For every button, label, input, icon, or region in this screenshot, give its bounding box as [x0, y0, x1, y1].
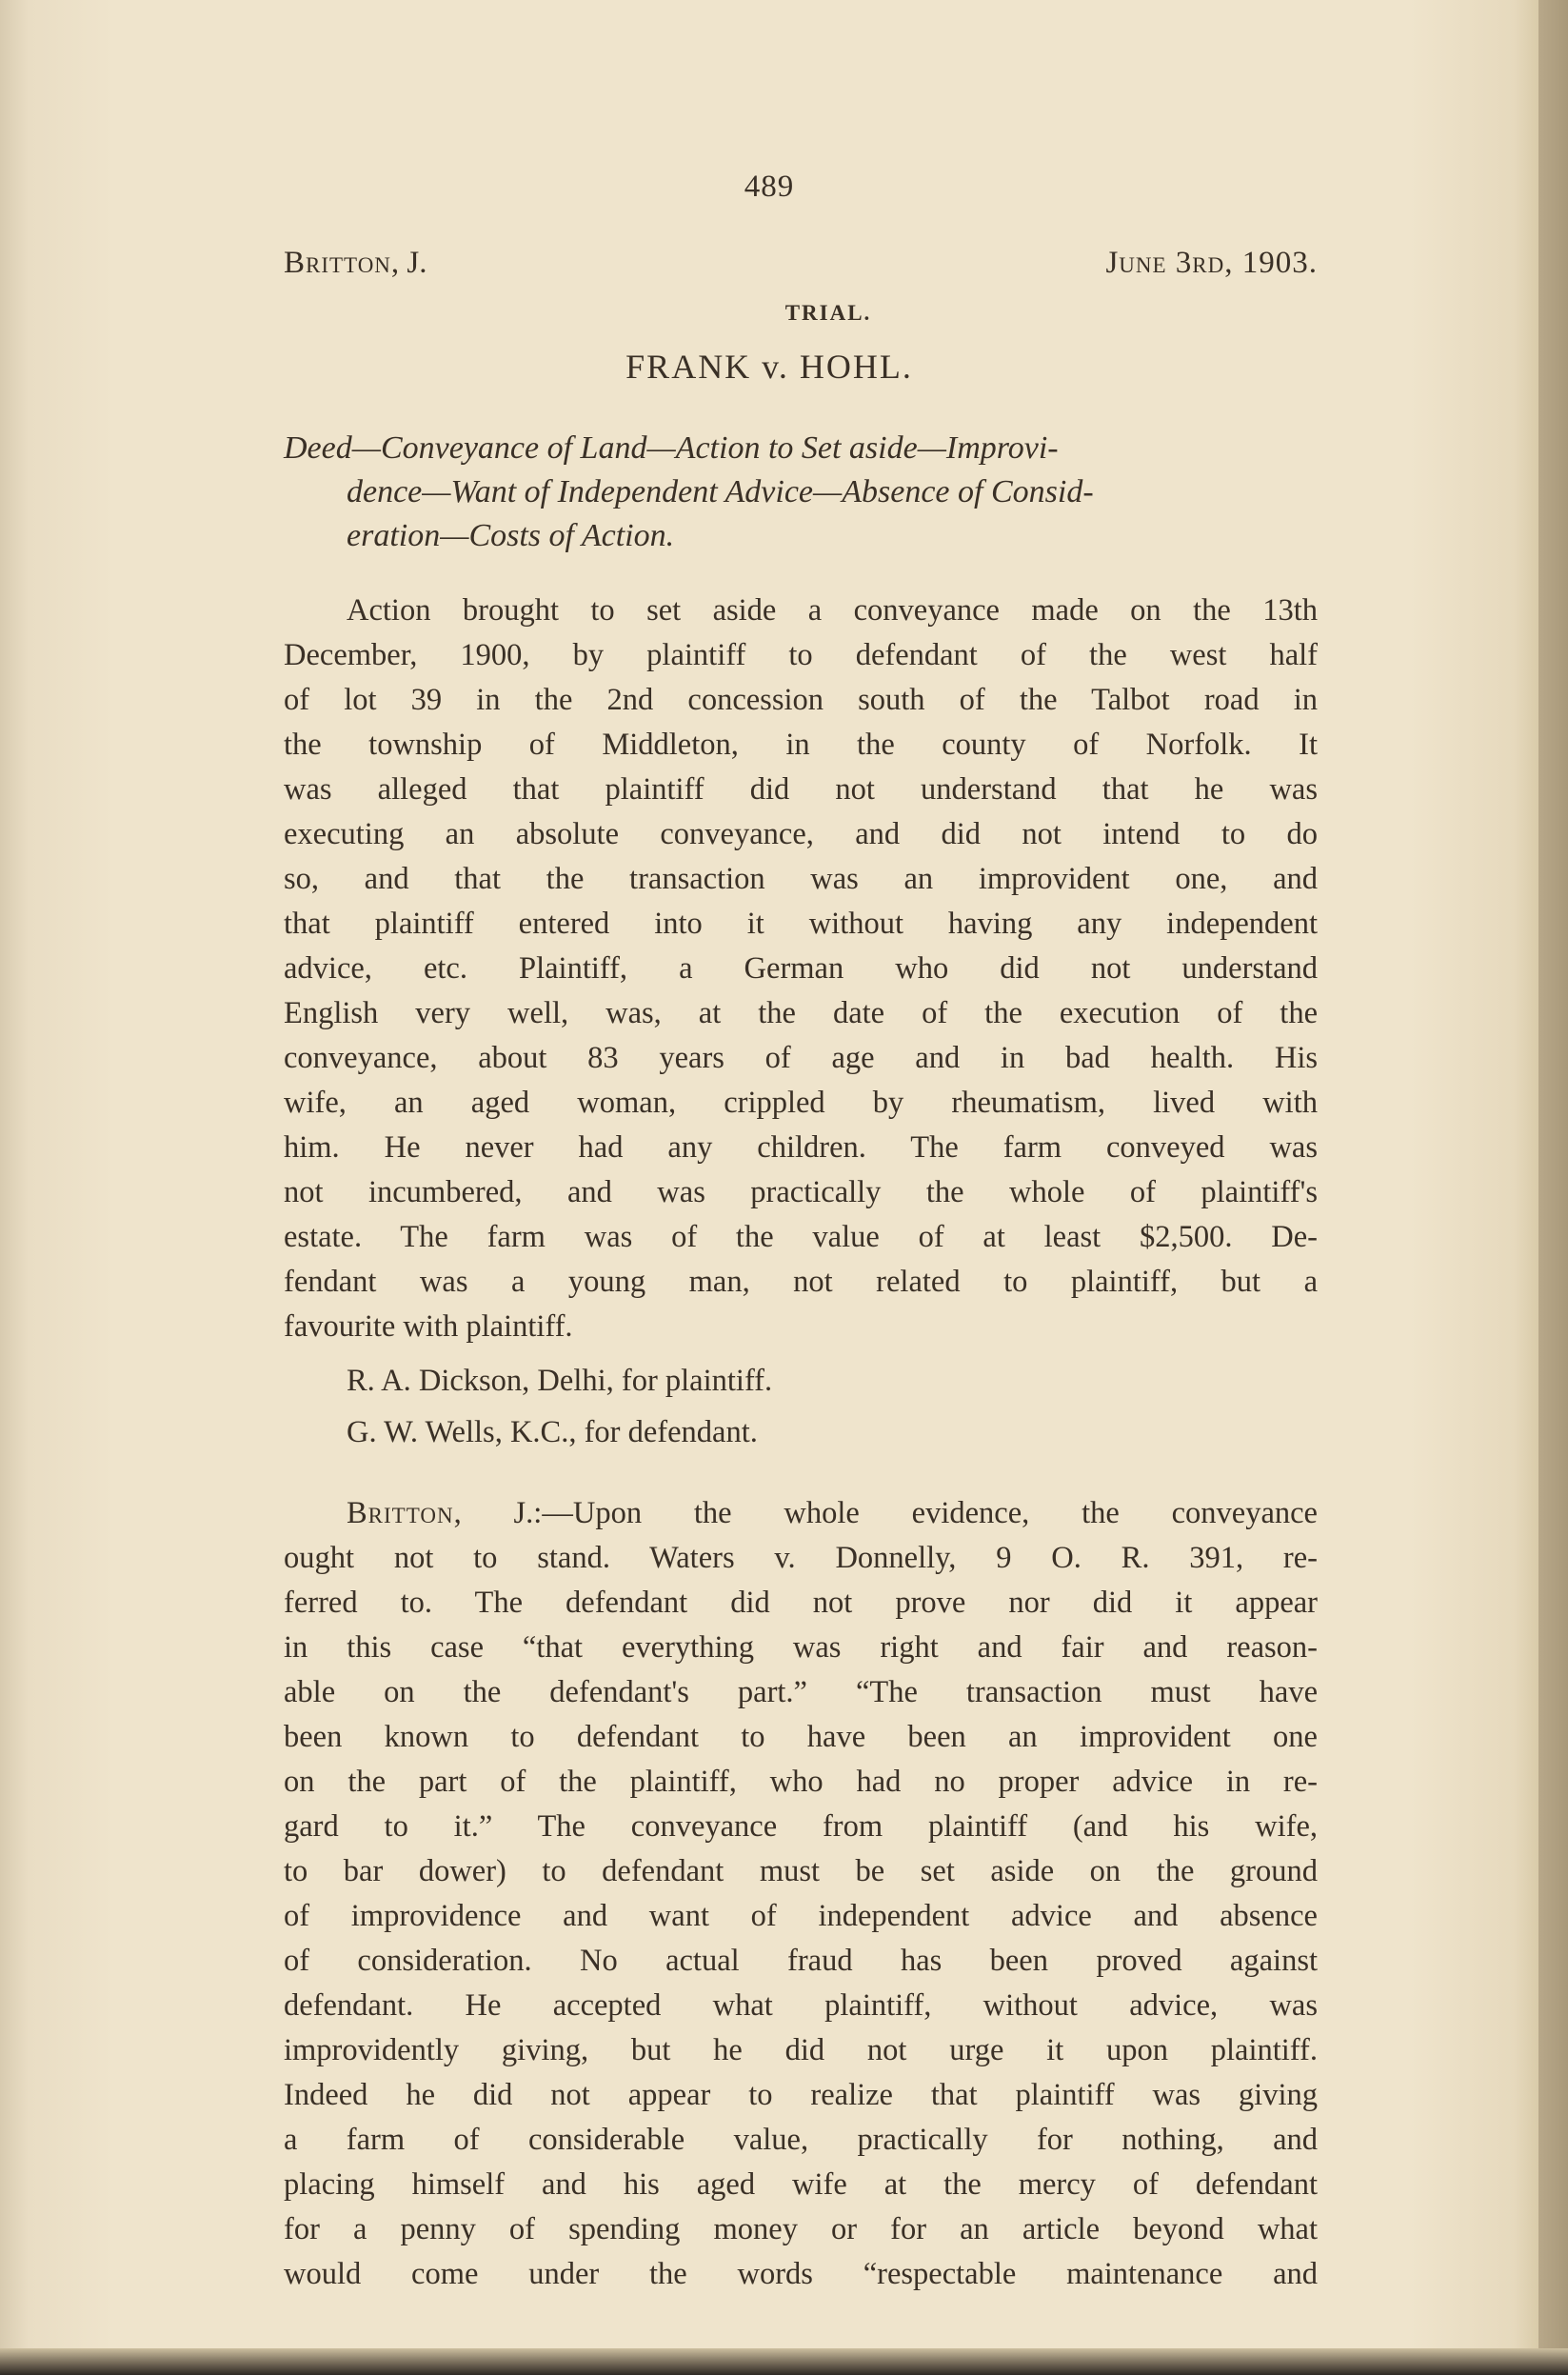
text-line: improvidently giving, but he did not urge it upon plaintiff. [284, 2033, 1318, 2067]
text-line: estate. The farm was of the value of at least $2,500. De- [284, 1220, 1318, 1254]
text-line: wife, an aged woman, crippled by rheumatism, lived with [284, 1086, 1318, 1120]
section-label: TRIAL. [784, 301, 872, 325]
text-line: that plaintiff entered into it without having any independent [284, 907, 1318, 941]
text-line: conveyance, about 83 years of age and in bad health. His [284, 1041, 1318, 1075]
running-head-date: June 3rd, 1903. [1105, 246, 1318, 280]
running-head-judge [284, 246, 427, 281]
judge-suffix: , J. [390, 246, 427, 280]
text-line: him. He never had any children. The farm conveyed was [284, 1130, 1318, 1165]
text-line: executing an absolute conveyance, and did not intend to do [284, 817, 1318, 851]
text-line: Indeed he did not appear to realize that plaintiff was giving [284, 2078, 1318, 2112]
text-line: able on the defendant's part.” “The transaction must have [284, 1675, 1318, 1709]
case-title: FRANK v. HOHL. [625, 348, 913, 386]
judge-name: Britton [284, 246, 391, 280]
text-line: been known to defendant to have been an improvident one [284, 1720, 1318, 1754]
text-line: of improvidence and want of independent advice and absence [284, 1899, 1318, 1933]
headnote [284, 427, 1318, 558]
text-line: ferred to. The defendant did not prove nor did it appear [284, 1586, 1318, 1620]
text-line: of lot 39 in the 2nd concession south of the Talbot road in [284, 683, 1318, 717]
page-number: 489 [744, 170, 795, 204]
text-line: was alleged that plaintiff did not understand that he was [284, 772, 1318, 807]
text-line: on the part of the plaintiff, who had no proper advice in re- [284, 1765, 1318, 1799]
text-line: Action brought to set aside a conveyance made on the 13th [347, 593, 1318, 628]
running-head [284, 246, 1318, 281]
text-line: not incumbered, and was practically the whole of plaintiff's [284, 1175, 1318, 1209]
text-line: would come under the words “respectable maintenance and [284, 2257, 1318, 2291]
statement-of-facts [284, 589, 1318, 1349]
judge-name: Britton [347, 1496, 454, 1530]
text-line: of consideration. No actual fraud has been proved against [284, 1944, 1318, 1978]
text-line: gard to it.” The conveyance from plaintiff (and his wife, [284, 1809, 1318, 1844]
text-line: a farm of considerable value, practically for nothing, and [284, 2123, 1318, 2157]
headnote-line: dence—Want of Independent Advice—Absence of Consid- [347, 474, 1094, 509]
text-line: defendant. He accepted what plaintiff, without advice, was [284, 1988, 1318, 2023]
page-edge-right [1538, 0, 1568, 2375]
text-line: the township of Middleton, in the county of Norfolk. It [284, 728, 1318, 762]
judgment-first-line-text: Upon the whole evidence, the conveyance [572, 1496, 1318, 1530]
counsel-defendant: G. W. Wells, K.C., for defendant. [347, 1415, 758, 1449]
page-edge-bottom [0, 2348, 1568, 2375]
text-line: placing himself and his aged wife at the mercy of defendant [284, 2167, 1318, 2202]
judge-suffix: , J.:— [453, 1496, 573, 1530]
text-line: for a penny of spending money or for an article beyond what [284, 2212, 1318, 2246]
text-line: to bar dower) to defendant must be set aside on the ground [284, 1854, 1318, 1888]
text-line: favourite with plaintiff. [284, 1309, 573, 1344]
text-line: advice, etc. Plaintiff, a German who did not understand [284, 951, 1318, 986]
headnote-line: eration—Costs of Action. [347, 518, 675, 553]
counsel-plaintiff: R. A. Dickson, Delhi, for plaintiff. [347, 1364, 773, 1398]
judgment-first-line [284, 1491, 1318, 1536]
text-line: in this case “that everything was right and fair and reason- [284, 1630, 1318, 1665]
text-line: ought not to stand. Waters v. Donnelly, 9 O. R. 391, re- [284, 1541, 1318, 1575]
text-line: English very well, was, at the date of the execution of the [284, 996, 1318, 1030]
judgment [284, 1491, 1318, 2297]
text-line: fendant was a young man, not related to plaintiff, but a [284, 1265, 1318, 1299]
text-line: so, and that the transaction was an improvident one, and [284, 862, 1318, 896]
headnote-line: Deed—Conveyance of Land—Action to Set aside—Improvi- [284, 430, 1059, 466]
text-line: December, 1900, by plaintiff to defendant of the west half [284, 638, 1318, 672]
